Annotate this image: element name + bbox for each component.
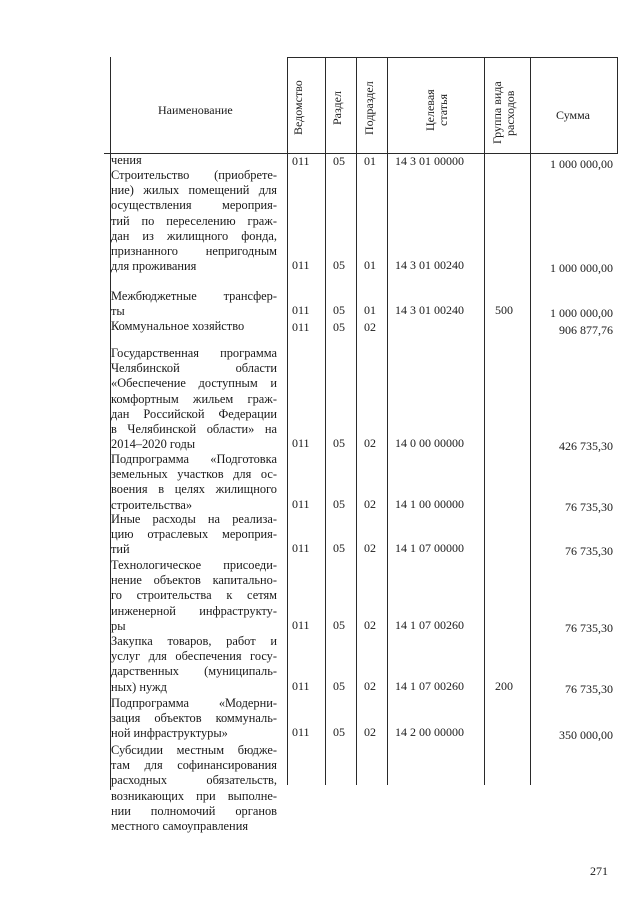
row-name-line: тий по переселению граж-	[111, 213, 277, 228]
cell-razdel: 05	[333, 725, 345, 740]
row-name-line: для проживания	[111, 259, 197, 274]
row-name-line: осуществления мероприя-	[111, 198, 277, 213]
cell-vedomstvo: 011	[292, 303, 310, 318]
cell-vedomstvo: 011	[292, 541, 310, 556]
cell-podrazdel: 01	[364, 154, 376, 168]
cell-target: 14 1 07 00260	[395, 678, 464, 693]
column-rule	[530, 57, 531, 785]
row-name-line: Государственная программа	[111, 346, 277, 360]
cell-vedomstvo: 011	[292, 258, 310, 273]
column-rule	[387, 57, 388, 785]
column-rule	[617, 57, 618, 153]
cell-podrazdel: 01	[364, 258, 376, 273]
cell-target: 14 3 01 00240	[395, 303, 464, 318]
column-rule	[484, 57, 485, 785]
cell-sum: 76 735,30	[565, 620, 613, 635]
row-name-line: чения	[111, 153, 142, 167]
cell-sum: 1 000 000,00	[550, 157, 613, 171]
cell-vedomstvo: 011	[292, 436, 310, 451]
cell-sum: 76 735,30	[565, 499, 613, 514]
cell-podrazdel: 01	[364, 303, 376, 318]
cell-podrazdel: 02	[364, 617, 376, 632]
row-name-line: ние) жилых помещений для	[111, 183, 277, 198]
cell-razdel: 05	[333, 496, 345, 511]
cell-razdel: 05	[333, 154, 345, 168]
header-gruppa: Группа вида расходов	[490, 81, 517, 145]
row-name-line: Субсидии местным бюдже-	[111, 743, 277, 757]
cell-razdel: 05	[333, 678, 345, 693]
row-name-line: Челябинской области	[111, 361, 277, 376]
cell-podrazdel: 02	[364, 725, 376, 740]
row-name-line: Строительство (приобрете-	[111, 168, 277, 182]
cell-vedomstvo: 011	[292, 725, 310, 740]
cell-razdel: 05	[333, 436, 345, 451]
cell-razdel: 05	[333, 320, 345, 334]
cell-target: 14 3 01 00240	[395, 258, 464, 273]
row-name-line: ры	[111, 618, 126, 633]
cell-sum: 76 735,30	[565, 681, 613, 696]
cell-target: 14 0 00 00000	[395, 436, 464, 451]
column-rule	[325, 57, 326, 785]
cell-podrazdel: 02	[364, 496, 376, 511]
header-razdel: Раздел	[330, 91, 344, 125]
row-name-line: признанного непригодным	[111, 244, 277, 258]
cell-vedomstvo: 011	[292, 154, 310, 168]
header-name: Наименование	[158, 103, 233, 117]
cell-vedomstvo: 011	[292, 496, 310, 511]
cell-sum: 76 735,30	[565, 544, 613, 559]
cell-vedomstvo: 011	[292, 678, 310, 693]
row-name-line: Подпрограмма «Модерни-	[111, 696, 277, 710]
cell-vedomstvo: 011	[292, 320, 310, 334]
cell-sum: 426 735,30	[559, 439, 613, 454]
row-name-line: в Челябинской области» на	[111, 422, 277, 436]
cell-podrazdel: 02	[364, 320, 376, 334]
row-name-line: нии полномочий органов	[111, 803, 277, 818]
row-name-line: нение объектов капитально-	[111, 573, 277, 588]
row-name-line: ты	[111, 304, 125, 319]
header-vedomstvo: Ведомство	[291, 80, 305, 136]
row-name-line: зация объектов коммуналь-	[111, 711, 277, 726]
cell-target: 14 2 00 00000	[395, 725, 464, 740]
table-top-rule	[287, 57, 618, 58]
cell-vedomstvo: 011	[292, 617, 310, 632]
row-name-line: дан Российской Федерации	[111, 406, 277, 421]
row-name-line: возникающих при выполне-	[111, 788, 277, 803]
row-name-line: ной инфраструктуры»	[111, 726, 228, 741]
cell-group: 200	[495, 678, 513, 693]
row-name-line: «Обеспечение доступным и	[111, 376, 277, 391]
header-summa: Сумма	[556, 108, 590, 122]
row-name-line: Технологическое присоеди-	[111, 558, 277, 572]
cell-sum: 350 000,00	[559, 728, 613, 743]
row-name-line: Иные расходы на реализа-	[111, 512, 277, 526]
cell-sum: 906 877,76	[559, 323, 613, 337]
column-rule	[356, 57, 357, 785]
cell-target: 14 1 00 00000	[395, 496, 464, 511]
row-name-line: ных) нужд	[111, 679, 167, 694]
row-name-line: услуг для обеспечения госу-	[111, 649, 277, 664]
cell-razdel: 05	[333, 258, 345, 273]
cell-target: 14 3 01 00000	[395, 154, 464, 168]
header-bottom-rule	[104, 153, 618, 154]
row-name-line: го строительства к сетям	[111, 588, 277, 603]
row-name-line: там для софинансирования	[111, 758, 277, 773]
cell-podrazdel: 02	[364, 541, 376, 556]
row-name-line: дарственных (муниципаль-	[111, 664, 277, 679]
cell-podrazdel: 02	[364, 436, 376, 451]
row-name-line: Закупка товаров, работ и	[111, 634, 277, 648]
cell-podrazdel: 02	[364, 678, 376, 693]
row-name-line: расходных обязательств,	[111, 773, 277, 788]
row-name-line: земельных участков для ос-	[111, 467, 277, 482]
cell-group: 500	[495, 303, 513, 318]
page-number: 271	[590, 864, 608, 878]
row-name-line: 2014–2020 годы	[111, 437, 196, 452]
cell-razdel: 05	[333, 617, 345, 632]
row-name-line: Коммунальное хозяйство	[111, 319, 245, 333]
row-name-line: инженерной инфраструкту-	[111, 603, 277, 618]
column-rule	[287, 57, 288, 785]
header-podrazdel: Подраздел	[362, 81, 376, 135]
row-name-line: тий	[111, 542, 130, 557]
cell-target: 14 1 07 00000	[395, 541, 464, 556]
row-name-line: местного самоуправления	[111, 819, 249, 833]
row-name-line: воения в целях жилищного	[111, 482, 277, 497]
row-name-line: дан из жилищного фонда,	[111, 228, 277, 243]
row-name-line: цию отраслевых мероприя-	[111, 527, 277, 542]
cell-razdel: 05	[333, 541, 345, 556]
row-name-line: комфортным жильем граж-	[111, 391, 277, 406]
cell-target: 14 1 07 00260	[395, 617, 464, 632]
cell-razdel: 05	[333, 303, 345, 318]
row-name-line: Межбюджетные трансфер-	[111, 289, 277, 303]
row-name-line: Подпрограмма «Подготовка	[111, 452, 277, 466]
cell-sum: 1 000 000,00	[550, 261, 613, 276]
header-celevaya: Целевая статья	[423, 89, 450, 131]
row-name-line: строительства»	[111, 497, 193, 512]
cell-sum: 1 000 000,00	[550, 306, 613, 321]
